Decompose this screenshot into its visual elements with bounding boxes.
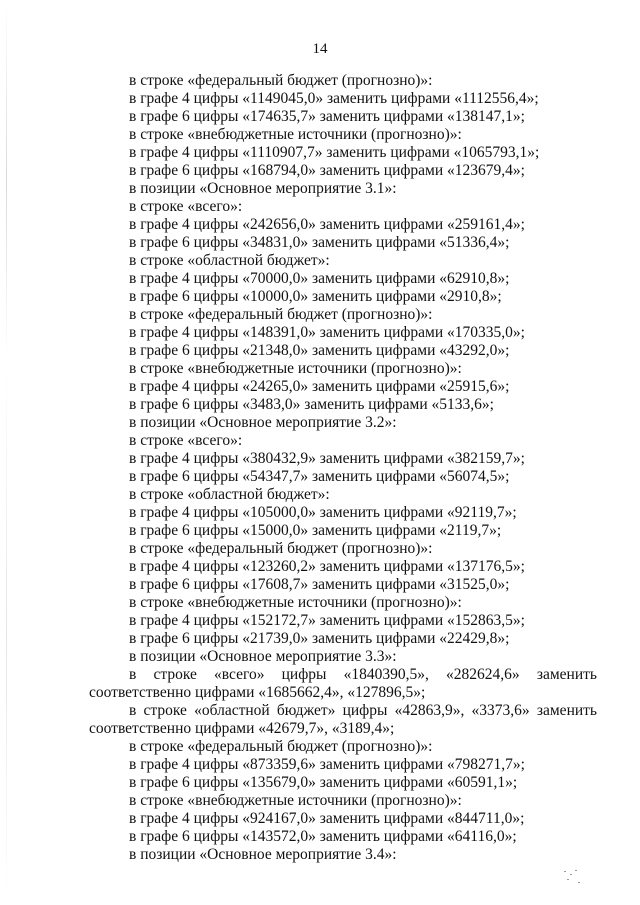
- text-line: в графе 4 цифры «152172,7» заменить цифрами «152863,5»;: [129, 612, 525, 629]
- text-paragraph: в строке «всего» цифры «1840390,5», «282624,6» заменить соответственно цифрами «1685662,4», «127896,5»;: [89, 666, 597, 701]
- text-line: в графе 6 цифры «174635,7» заменить цифрами «138147,1»;: [129, 108, 525, 125]
- text-line: в графе 6 цифры «135679,0» заменить цифрами «60591,1»;: [129, 774, 518, 791]
- text-line: в графе 4 цифры «148391,0» заменить цифрами «170335,0»;: [129, 324, 525, 341]
- text-line: в строке «областной бюджет»:: [129, 486, 330, 503]
- text-line: в графе 4 цифры «924167,0» заменить цифрами «844711,0»;: [129, 810, 525, 827]
- text-line: в строке «внебюджетные источники (прогнозно)»:: [129, 126, 462, 143]
- text-line: в позиции «Основное мероприятие 3.4»:: [129, 846, 397, 863]
- text-line: в позиции «Основное мероприятие 3.1»:: [129, 180, 397, 197]
- text-line: в строке «федеральный бюджет (прогнозно)»:: [129, 72, 433, 89]
- text-line: в строке «внебюджетные источники (прогнозно)»:: [129, 792, 462, 809]
- text-line: в строке «областной бюджет»:: [129, 252, 330, 269]
- text-line: в позиции «Основное мероприятие 3.2»:: [129, 414, 397, 431]
- text-line: в графе 4 цифры «873359,6» заменить цифрами «798271,7»;: [129, 756, 525, 773]
- text-line: в строке «федеральный бюджет (прогнозно)»:: [129, 306, 433, 323]
- text-line: в графе 6 цифры «143572,0» заменить цифрами «64116,0»;: [129, 828, 517, 845]
- text-line: в строке «всего»:: [129, 432, 243, 449]
- scan-margin-shadow: [6, 0, 7, 905]
- text-line: в позиции «Основное мероприятие 3.3»:: [129, 648, 397, 665]
- text-line: в графе 6 цифры «34831,0» заменить цифрами «51336,4»;: [129, 234, 510, 251]
- scan-artifact: [560, 868, 584, 888]
- text-paragraph: в строке «областной бюджет» цифры «42863,9», «3373,6» заменить соответственно цифрами «42679,7», «3189,4»;: [89, 702, 597, 737]
- text-line: в графе 6 цифры «17608,7» заменить цифрами «31525,0»;: [129, 576, 510, 593]
- text-line: в графе 6 цифры «21739,0» заменить цифрами «22429,8»;: [129, 630, 510, 647]
- text-line: в графе 4 цифры «1149045,0» заменить цифрами «1112556,4»;: [129, 90, 539, 107]
- text-line: в графе 6 цифры «10000,0» заменить цифрами «2910,8»;: [129, 288, 502, 305]
- text-line: в графе 6 цифры «168794,0» заменить цифрами «123679,4»;: [129, 162, 525, 179]
- text-line: в графе 4 цифры «105000,0» заменить цифрами «92119,7»;: [129, 504, 517, 521]
- document-body: [89, 72, 597, 864]
- text-line: в графе 6 цифры «21348,0» заменить цифрами «43292,0»;: [129, 342, 510, 359]
- text-line: в графе 4 цифры «1110907,7» заменить цифрами «1065793,1»;: [129, 144, 540, 161]
- page-number: 14: [312, 41, 328, 57]
- text-line: в графе 4 цифры «123260,2» заменить цифрами «137176,5»;: [129, 558, 525, 575]
- text-line: в графе 4 цифры «242656,0» заменить цифрами «259161,4»;: [129, 216, 525, 233]
- text-line: в графе 4 цифры «24265,0» заменить цифрами «25915,6»;: [129, 378, 510, 395]
- text-line: в графе 6 цифры «15000,0» заменить цифрами «2119,7»;: [129, 522, 502, 539]
- text-line: в графе 6 цифры «54347,7» заменить цифрами «56074,5»;: [129, 468, 510, 485]
- text-line: в графе 6 цифры «3483,0» заменить цифрами «5133,6»;: [129, 396, 494, 413]
- text-line: в строке «всего»:: [129, 198, 243, 215]
- text-line: в строке «внебюджетные источники (прогнозно)»:: [129, 360, 462, 377]
- text-line: в строке «федеральный бюджет (прогнозно)»:: [129, 738, 433, 755]
- text-line: в строке «федеральный бюджет (прогнозно)»:: [129, 540, 433, 557]
- text-line: в строке «внебюджетные источники (прогнозно)»:: [129, 594, 462, 611]
- text-line: в графе 4 цифры «380432,9» заменить цифрами «382159,7»;: [129, 450, 525, 467]
- text-line: в графе 4 цифры «70000,0» заменить цифрами «62910,8»;: [129, 270, 510, 287]
